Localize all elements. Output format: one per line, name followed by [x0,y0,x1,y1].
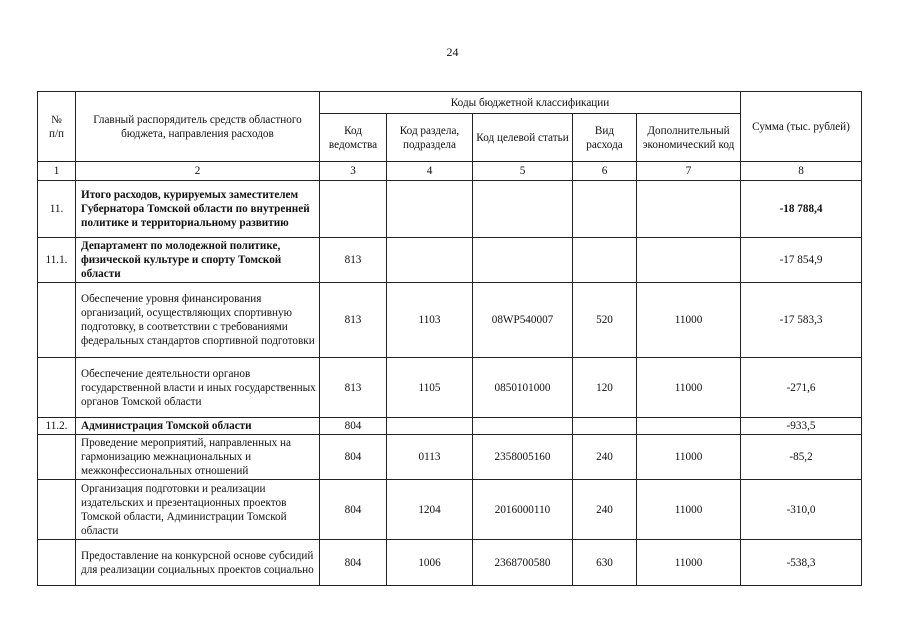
row-dept: 804 [320,435,387,480]
row-name: Итого расходов, курируемых заместителем Губернатора Томской области по внутренней политике и территориальному развитию [76,181,320,238]
table-row [38,540,862,586]
row-target: 2016000110 [473,480,573,540]
row-extra: 11000 [637,358,741,418]
header-codes-group: Коды бюджетной классификации [320,92,741,114]
page-number: 24 [446,45,459,59]
row-num [38,540,76,586]
table-row [38,418,862,435]
header-extra: Дополнительный экономический код [637,114,741,162]
row-target [473,418,573,435]
row-dept: 804 [320,540,387,586]
header-name: Главный распорядитель средств областного бюджета, направления расходов [76,92,320,162]
row-target: 2368700580 [473,540,573,586]
row-sum: -18 788,4 [741,181,862,238]
row-dept: 813 [320,238,387,283]
row-type: 120 [573,358,637,418]
column-number-row [38,162,862,181]
row-type: 520 [573,283,637,358]
row-extra: 11000 [637,480,741,540]
row-num [38,480,76,540]
row-section: 1204 [387,480,473,540]
row-type: 240 [573,435,637,480]
column-number: 2 [76,162,320,181]
row-num [38,435,76,480]
row-dept: 813 [320,358,387,418]
row-section [387,418,473,435]
row-num [38,283,76,358]
row-type: 240 [573,480,637,540]
header-type: Вид расхода [573,114,637,162]
budget-table [37,91,862,586]
column-number: 7 [637,162,741,181]
header-section: Код раздела, подраздела [387,114,473,162]
column-number: 1 [38,162,76,181]
row-sum: -271,6 [741,358,862,418]
row-name: Администрация Томской области [76,418,320,435]
row-dept: 804 [320,480,387,540]
row-dept: 813 [320,283,387,358]
row-section: 1103 [387,283,473,358]
row-sum: -17 583,3 [741,283,862,358]
row-name: Организация подготовки и реализации издательских и презентационных проектов Томской области, Администрации Томской области [76,480,320,540]
row-type: 630 [573,540,637,586]
row-name: Обеспечение деятельности органов государственной власти и иных государственных органов Томской области [76,358,320,418]
row-target [473,181,573,238]
row-target: 0850101000 [473,358,573,418]
row-name: Предоставление на конкурсной основе субсидий для реализации социальных проектов социально [76,540,320,586]
column-number: 8 [741,162,862,181]
row-target [473,238,573,283]
column-number: 6 [573,162,637,181]
row-extra [637,181,741,238]
row-section: 0113 [387,435,473,480]
row-section [387,238,473,283]
row-sum: -538,3 [741,540,862,586]
row-extra: 11000 [637,283,741,358]
row-type [573,181,637,238]
header-num: № п/п [38,92,76,162]
row-dept [320,181,387,238]
row-target: 2358005160 [473,435,573,480]
row-type [573,418,637,435]
table-row [38,435,862,480]
row-section: 1105 [387,358,473,418]
row-name: Обеспечение уровня финансирования организаций, осуществляющих спортивную подготовку, в соответствии с требованиями федеральных стандартов спортивной подготовки [76,283,320,358]
table-row [38,358,862,418]
row-extra [637,418,741,435]
row-dept: 804 [320,418,387,435]
row-num: 11.2. [38,418,76,435]
row-extra [637,238,741,283]
header-target: Код целевой статьи [473,114,573,162]
row-sum: -933,5 [741,418,862,435]
row-name: Проведение мероприятий, направленных на гармонизацию межнациональных и межконфессиональных отношений [76,435,320,480]
table-row [38,181,862,238]
row-extra: 11000 [637,435,741,480]
column-number: 4 [387,162,473,181]
row-sum: -17 854,9 [741,238,862,283]
header-sum: Сумма (тыс. рублей) [741,92,862,162]
row-section [387,181,473,238]
row-section: 1006 [387,540,473,586]
column-number: 5 [473,162,573,181]
row-extra: 11000 [637,540,741,586]
header-dept: Код ведомства [320,114,387,162]
table-row [38,238,862,283]
column-number: 3 [320,162,387,181]
table-row [38,283,862,358]
row-num [38,358,76,418]
row-num: 11. [38,181,76,238]
row-name: Департамент по молодежной политике, физической культуре и спорту Томской области [76,238,320,283]
row-type [573,238,637,283]
table-row [38,480,862,540]
row-num: 11.1. [38,238,76,283]
row-sum: -310,0 [741,480,862,540]
row-sum: -85,2 [741,435,862,480]
row-target: 08WP540007 [473,283,573,358]
